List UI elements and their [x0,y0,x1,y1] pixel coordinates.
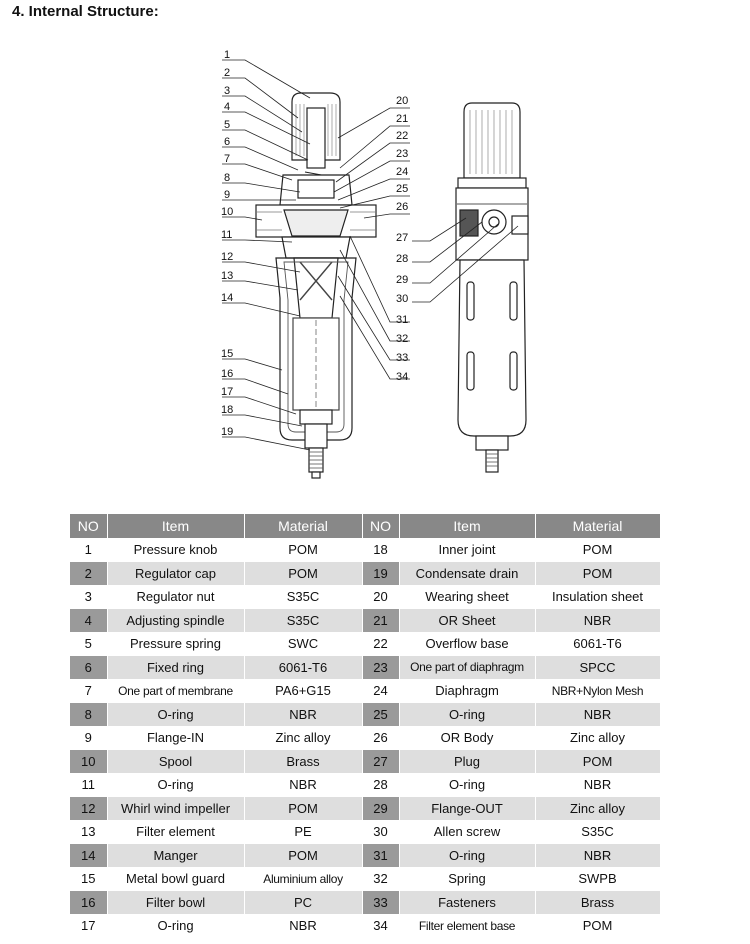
cell-material: Brass [244,750,362,774]
callout-31: 31 [396,314,409,326]
callout-8: 8 [224,172,231,184]
cell-no: 24 [362,679,399,703]
callout-25: 25 [396,183,409,195]
table-row [70,844,660,868]
header-material: Material [244,514,362,538]
cell-no: 17 [70,914,107,938]
cell-item: O-ring [107,773,244,797]
cell-item: O-ring [399,844,535,868]
cell-material: S35C [535,820,660,844]
table-row [70,820,660,844]
table-row [70,679,660,703]
cell-item: Regulator cap [107,562,244,586]
cell-no: 4 [70,609,107,633]
callout-32: 32 [396,333,409,345]
cell-no: 12 [70,797,107,821]
callout-11: 11 [221,229,233,241]
cell-material: Zinc alloy [535,726,660,750]
cell-material: POM [535,914,660,938]
cell-material: POM [244,797,362,821]
cell-material: NBR [535,844,660,868]
header-item: Item [107,514,244,538]
table-row [70,867,660,891]
cell-material: NBR [244,914,362,938]
cell-item: Manger [107,844,244,868]
cell-material: NBR+Nylon Mesh [535,679,660,703]
cell-material: 6061-T6 [535,632,660,656]
cell-item: OR Body [399,726,535,750]
parts-table [70,514,661,938]
cell-no: 3 [70,585,107,609]
cell-no: 15 [70,867,107,891]
cell-no: 34 [362,914,399,938]
callout-13: 13 [221,270,234,282]
callout-16: 16 [221,368,234,380]
cell-item: O-ring [399,703,535,727]
cell-material: NBR [244,773,362,797]
cell-item: Regulator nut [107,585,244,609]
cell-material: Zinc alloy [535,797,660,821]
cell-item: Inner joint [399,538,535,562]
cell-material: S35C [244,585,362,609]
callout-23: 23 [396,148,409,160]
cell-material: 6061-T6 [244,656,362,680]
cell-item: One part of diaphragm [399,656,535,680]
cell-item: Fixed ring [107,656,244,680]
table-row [70,797,660,821]
cell-material: Insulation sheet [535,585,660,609]
cell-material: POM [535,750,660,774]
cell-material: POM [244,562,362,586]
table-row [70,914,660,938]
table-row [70,750,660,774]
cell-material: POM [244,844,362,868]
cell-item: Spool [107,750,244,774]
cell-item: Allen screw [399,820,535,844]
table-row [70,891,660,915]
cell-no: 2 [70,562,107,586]
callout-14: 14 [221,292,234,304]
cell-material: POM [535,538,660,562]
cell-material: PA6+G15 [244,679,362,703]
cell-no: 13 [70,820,107,844]
cell-item: O-ring [107,703,244,727]
cell-item: Condensate drain [399,562,535,586]
callout-28: 28 [396,253,409,265]
cell-item: Filter bowl [107,891,244,915]
callout-9: 9 [224,189,231,201]
callout-26: 26 [396,201,409,213]
cell-no: 21 [362,609,399,633]
callout-21: 21 [396,113,409,125]
callout-6: 6 [224,136,231,148]
callout-20: 20 [396,95,409,107]
cell-item: Filter element base [399,914,535,938]
cell-material: NBR [535,609,660,633]
callout-22: 22 [396,130,409,142]
callout-17: 17 [221,386,234,398]
cell-no: 22 [362,632,399,656]
cell-material: SWPB [535,867,660,891]
cell-item: Pressure spring [107,632,244,656]
callout-1: 1 [224,49,231,61]
cell-item: Filter element [107,820,244,844]
table-row [70,609,660,633]
cell-no: 23 [362,656,399,680]
cell-material: Brass [535,891,660,915]
cell-no: 32 [362,867,399,891]
cell-material: Aluminium alloy [244,867,362,891]
table-row [70,656,660,680]
cell-item: O-ring [107,914,244,938]
cell-no: 25 [362,703,399,727]
cell-no: 29 [362,797,399,821]
cell-no: 28 [362,773,399,797]
callout-5: 5 [224,119,231,131]
table-row [70,773,660,797]
cell-item: Flange-IN [107,726,244,750]
table-row [70,703,660,727]
cell-material: NBR [535,703,660,727]
table-row [70,585,660,609]
cell-no: 11 [70,773,107,797]
cell-material: S35C [244,609,362,633]
cell-item: OR Sheet [399,609,535,633]
table-row [70,538,660,562]
cell-no: 14 [70,844,107,868]
callout-10: 10 [221,206,234,218]
cell-no: 10 [70,750,107,774]
cell-item: Metal bowl guard [107,867,244,891]
cell-no: 8 [70,703,107,727]
table-row [70,726,660,750]
table-row [70,562,660,586]
header-no: NO [362,514,399,538]
cell-item: O-ring [399,773,535,797]
cell-no: 5 [70,632,107,656]
cell-no: 7 [70,679,107,703]
callout-29: 29 [396,274,409,286]
cell-no: 1 [70,538,107,562]
page-title: 4. Internal Structure: [12,3,159,20]
callout-12: 12 [221,251,234,263]
cell-item: Diaphragm [399,679,535,703]
cell-item: Pressure knob [107,538,244,562]
cell-material: POM [244,538,362,562]
callout-27: 27 [396,232,409,244]
cell-item: Adjusting spindle [107,609,244,633]
callout-24: 24 [396,166,409,178]
callout-19: 19 [221,426,234,438]
callout-4: 4 [224,101,231,113]
callout-7: 7 [224,153,231,165]
cell-item: Overflow base [399,632,535,656]
table-row [70,632,660,656]
cell-no: 26 [362,726,399,750]
callout-2: 2 [224,67,231,79]
cell-no: 18 [362,538,399,562]
cell-no: 27 [362,750,399,774]
cell-no: 6 [70,656,107,680]
cell-no: 19 [362,562,399,586]
callout-18: 18 [221,404,234,416]
cell-item: One part of membrane [107,679,244,703]
cell-item: Flange-OUT [399,797,535,821]
table-header-row [70,514,660,538]
callout-30: 30 [396,293,409,305]
cell-item: Wearing sheet [399,585,535,609]
left-callouts [221,49,233,438]
cell-material: SWC [244,632,362,656]
cell-no: 33 [362,891,399,915]
header-no: NO [70,514,107,538]
cell-no: 20 [362,585,399,609]
cell-item: Plug [399,750,535,774]
cell-no: 9 [70,726,107,750]
callout-34: 34 [396,371,409,383]
header-item: Item [399,514,535,538]
cell-no: 31 [362,844,399,868]
cell-material: PE [244,820,362,844]
cell-item: Whirl wind impeller [107,797,244,821]
callout-3: 3 [224,85,231,97]
cell-material: Zinc alloy [244,726,362,750]
cell-no: 16 [70,891,107,915]
cell-material: NBR [244,703,362,727]
cell-material: SPCC [535,656,660,680]
cell-item: Spring [399,867,535,891]
cell-item: Fasteners [399,891,535,915]
callout-15: 15 [221,348,234,360]
callout-33: 33 [396,352,409,364]
external-view [456,103,528,472]
cell-material: PC [244,891,362,915]
cell-no: 30 [362,820,399,844]
cell-material: POM [535,562,660,586]
cell-material: NBR [535,773,660,797]
right-callouts [396,95,408,383]
header-material: Material [535,514,660,538]
